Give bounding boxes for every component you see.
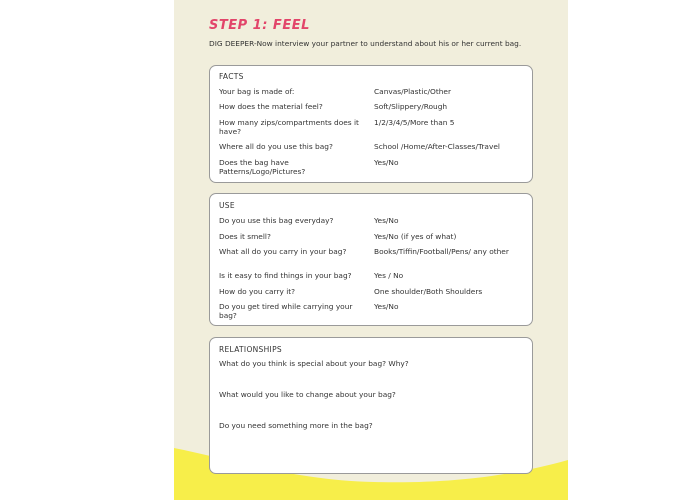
answer-options: Yes/No (374, 302, 399, 311)
worksheet-page (174, 0, 568, 500)
relationships-title: RELATIONSHIPS (219, 345, 282, 354)
question: How many zips/compartments does it have? (219, 118, 359, 136)
question: Where all do you use this bag? (219, 142, 333, 151)
answer-options: Soft/Slippery/Rough (374, 102, 448, 111)
relationships-question: What would you like to change about your bag? (219, 390, 396, 399)
answer-options: Yes / No (374, 271, 404, 280)
relationships-box (209, 337, 533, 474)
question: Is it easy to find things in your bag? (219, 271, 352, 280)
use-title: USE (219, 201, 235, 210)
intro-text (209, 39, 539, 48)
intro-rest: Now interview your partner to understand about his or her current bag. (256, 39, 522, 48)
relationships-question: What do you think is special about your bag? Why? (219, 359, 409, 368)
use-box (209, 193, 533, 326)
question: Does it smell? (219, 232, 271, 241)
intro-bold: DIG DEEPER- (209, 39, 257, 48)
question: Does the bag have Patterns/Logo/Pictures? (219, 158, 306, 176)
question: Do you get tired while carrying your bag? (219, 302, 353, 320)
step-title: STEP 1: FEEL (209, 18, 310, 33)
question: What all do you carry in your bag? (219, 247, 347, 256)
answer-options: One shoulder/Both Shoulders (374, 287, 483, 296)
facts-box (209, 65, 533, 183)
answer-options: School /Home/After-Classes/Travel (374, 142, 500, 151)
answer-options: Books/Tiffin/Football/Pens/ any other (374, 247, 509, 256)
facts-title: FACTS (219, 72, 244, 81)
answer-options: 1/2/3/4/5/More than 5 (374, 118, 455, 127)
answer-options: Yes/No (374, 216, 399, 225)
question: Do you use this bag everyday? (219, 216, 334, 225)
relationships-question: Do you need something more in the bag? (219, 421, 373, 430)
question: Your bag is made of: (219, 87, 295, 96)
answer-options: Canvas/Plastic/Other (374, 87, 451, 96)
question: How does the material feel? (219, 102, 323, 111)
answer-options: Yes/No (if yes of what) (374, 232, 457, 241)
question: How do you carry it? (219, 287, 296, 296)
answer-options: Yes/No (374, 158, 399, 167)
